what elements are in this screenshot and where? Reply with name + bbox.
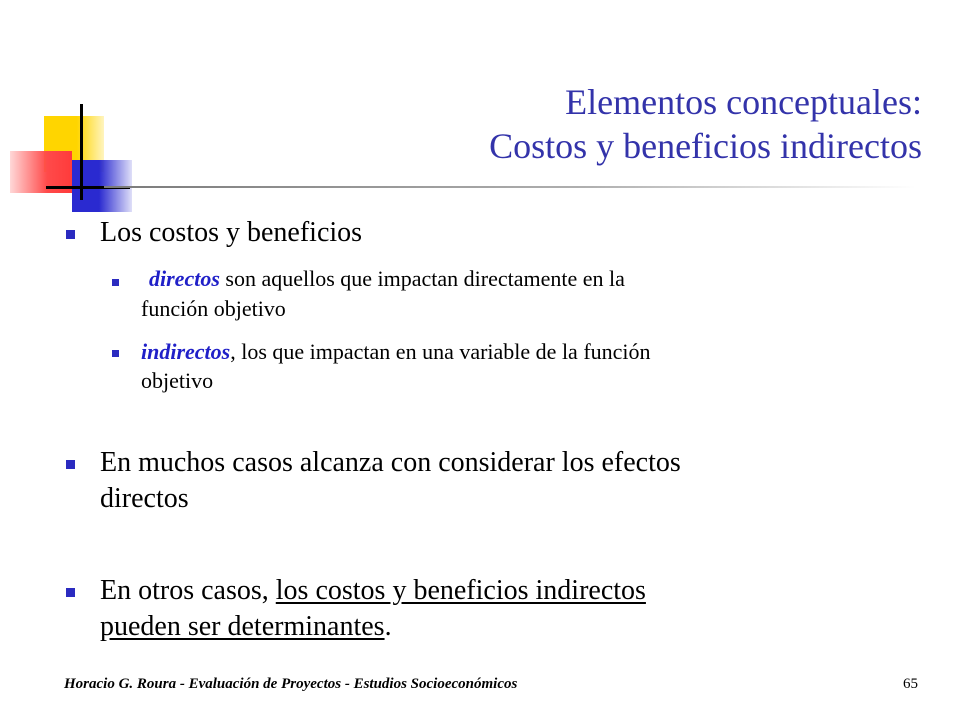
bullet-icon	[66, 230, 75, 239]
title-divider	[104, 186, 916, 188]
bullet-3-underlined-line2: pueden ser determinantes	[100, 611, 385, 642]
bullet-3-prefix: En otros casos,	[100, 575, 276, 606]
bullet-icon	[66, 588, 75, 597]
sub-bullet-2-rest-line2: objetivo	[141, 368, 214, 393]
bullet-2-line2: directos	[100, 483, 189, 514]
footer-text: Horacio G. Roura - Evaluación de Proyectos - Estudios Socioeconómicos	[64, 676, 518, 692]
slide-title-line1: Elementos conceptuales:	[565, 82, 922, 122]
bullet-1-text: Los costos y beneficios	[100, 217, 363, 248]
sub-bullet-icon	[112, 350, 119, 357]
sub-bullet-1-rest-line1: son aquellos que impactan directamente en la	[219, 266, 625, 291]
sub-bullet-2	[141, 337, 651, 366]
bullet-icon	[66, 460, 75, 469]
slide-title	[489, 80, 922, 168]
sub-bullet-1-rest-line2: función objetivo	[141, 296, 286, 321]
bullet-3-line2	[100, 610, 392, 644]
sub-bullet-icon	[112, 279, 119, 286]
page-number: 65	[903, 676, 918, 692]
bullet-3-underlined-line1: los costos y beneficios indirectos	[275, 575, 646, 606]
bullet-2-line1: En muchos casos alcanza con considerar los efectos	[100, 447, 681, 478]
sub-bullet-2-emphasis: indirectos	[141, 339, 231, 364]
bullet-3-line1	[100, 574, 646, 608]
sub-bullet-1-emphasis: directos	[149, 266, 220, 291]
sub-bullet-2-rest-line1: , los que impactan en una variable de la función	[230, 339, 651, 364]
bullet-3-suffix: .	[384, 611, 392, 642]
slide-title-line2: Costos y beneficios indirectos	[489, 126, 922, 166]
sub-bullet-1	[141, 264, 625, 293]
